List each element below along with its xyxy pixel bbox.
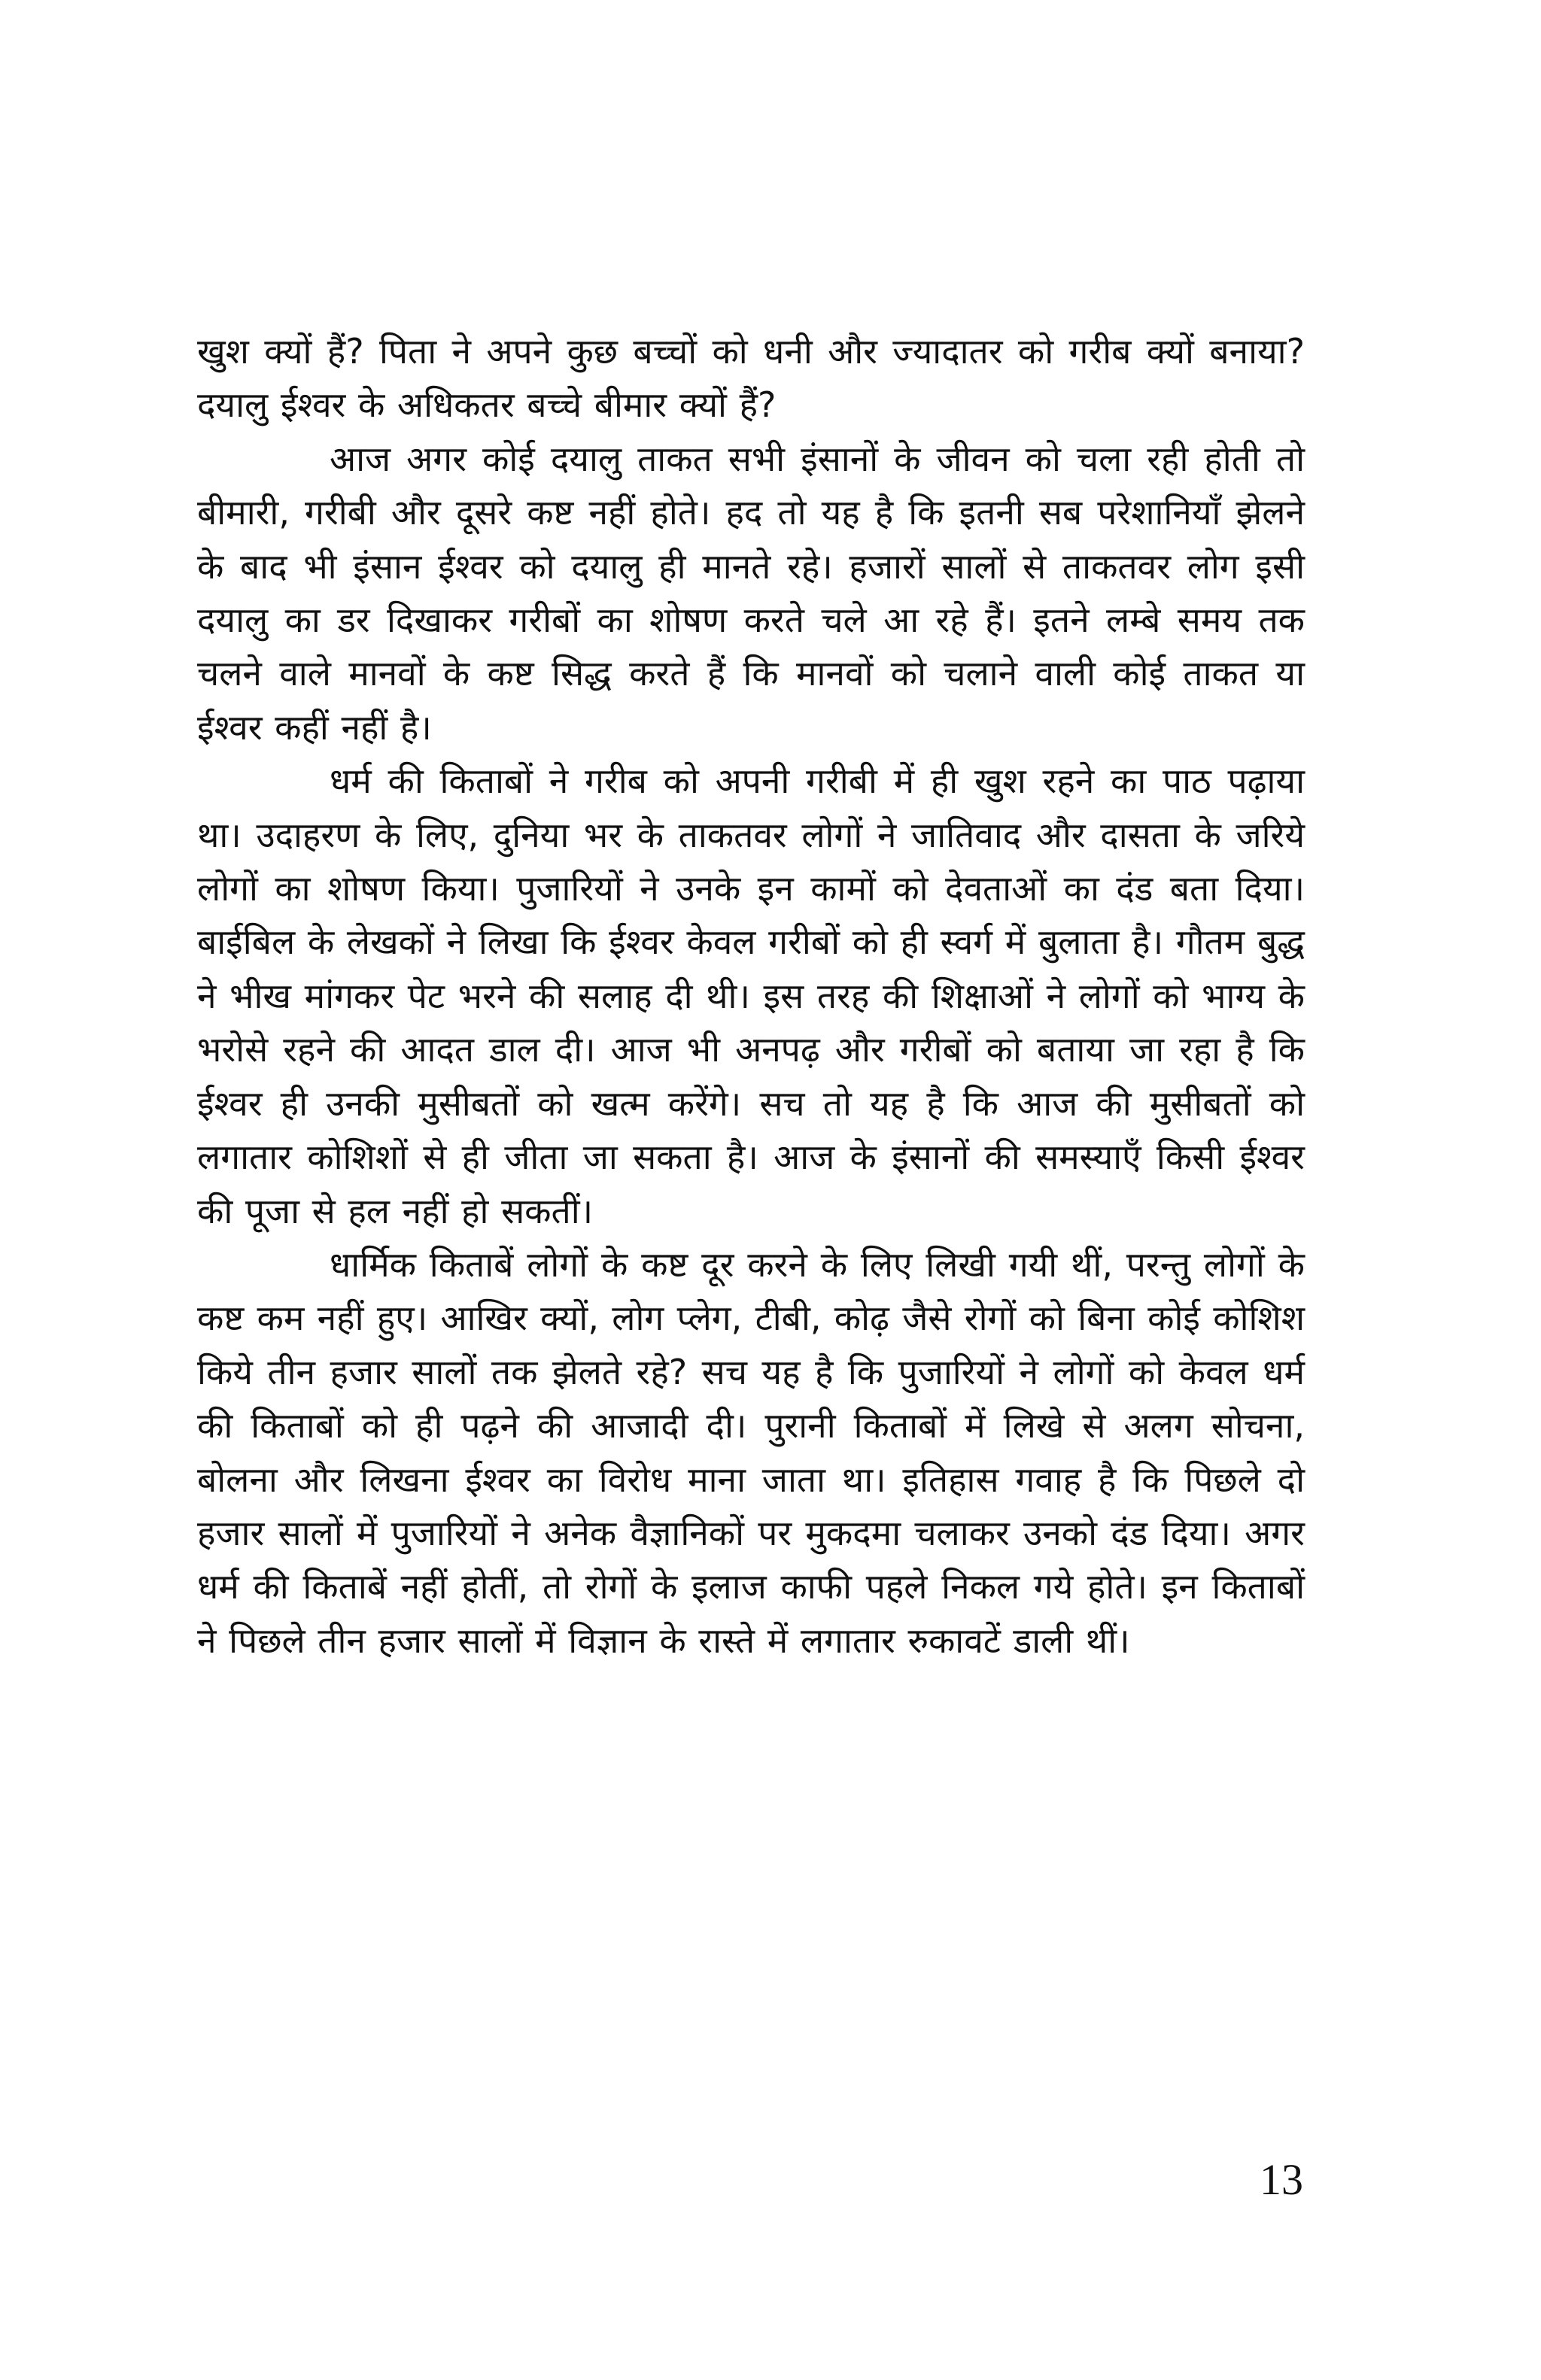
paragraph: धार्मिक किताबें लोगों के कष्ट दूर करने के लिए लिखी गयी थीं, परन्तु लोगों के कष्ट कम नहीं हुए। आखिर क्यों, लोग प्लेग, टीबी, कोढ़ जैसे रोगों को बिना कोई कोशिश किये तीन हजार सालों तक झेलते रहे? सच यह है कि पुजारियों ने लोगों को केवल धर्म की किताबों को ही पढ़ने की आजादी दी। पुरानी किताबों में लिखे से अलग सोचना, बोलना और लिखना ईश्वर का विरोध माना जाता था। इतिहास गवाह है कि पिछले दो हजार सालों में पुजारियों ने अनेक वैज्ञानिकों पर मुकदमा चलाकर उनको दंड दिया। अगर धर्म की किताबें नहीं होतीं, तो रोगों के इलाज काफी पहले निकल गये होते। इन किताबों ने पिछले तीन हजार सालों में विज्ञान के रास्ते में लगातार रुकावटें डाली थीं। — [197, 1243, 1305, 1661]
paragraph: आज अगर कोई दयालु ताकत सभी इंसानों के जीवन को चला रही होती तो बीमारी, गरीबी और दूसरे कष्ट नहीं होते। हद तो यह है कि इतनी सब परेशानियाँ झेलने के बाद भी इंसान ईश्वर को दयालु ही मानते रहे। हजारों सालों से ताकतवर लोग इसी दयालु का डर दिखाकर गरीबों का शोषण करते चले आ रहे हैं। इतने लम्बे समय तक चलने वाले मानवों के कष्ट सिद्ध करते हैं कि मानवों को चलाने वाली कोई ताकत या ईश्वर कहीं नहीं है। — [197, 438, 1305, 748]
paragraph-continued: खुश क्यों हैं? पिता ने अपने कुछ बच्चों को धनी और ज्यादातर को गरीब क्यों बनाया? दयालु ईश्वर के अधिकतर बच्चे बीमार क्यों हैं? — [197, 331, 1305, 426]
paragraph: धर्म की किताबों ने गरीब को अपनी गरीबी में ही खुश रहने का पाठ पढ़ाया था। उदाहरण के लिए, दुनिया भर के ताकतवर लोगों ने जातिवाद और दासता के जरिये लोगों का शोषण किया। पुजारियों ने उनके इन कामों को देवताओं का दंड बता दिया। बाईबिल के लेखकों ने लिखा कि ईश्वर केवल गरीबों को ही स्वर्ग में बुलाता है। गौतम बुद्ध ने भीख मांगकर पेट भरने की सलाह दी थी। इस तरह की शिक्षाओं ने लोगों को भाग्य के भरोसे रहने की आदत डाल दी। आज भी अनपढ़ और गरीबों को बताया जा रहा है कि ईश्वर ही उनकी मुसीबतों को खत्म करेंगे। सच तो यह है कि आज की मुसीबतों को लगातार कोशिशों से ही जीता जा सकता है। आज के इंसानों की समस्याएँ किसी ईश्वर की पूजा से हल नहीं हो सकतीं। — [197, 760, 1305, 1231]
body-text — [197, 325, 1305, 1668]
page-number: 13 — [1260, 2155, 1303, 2204]
